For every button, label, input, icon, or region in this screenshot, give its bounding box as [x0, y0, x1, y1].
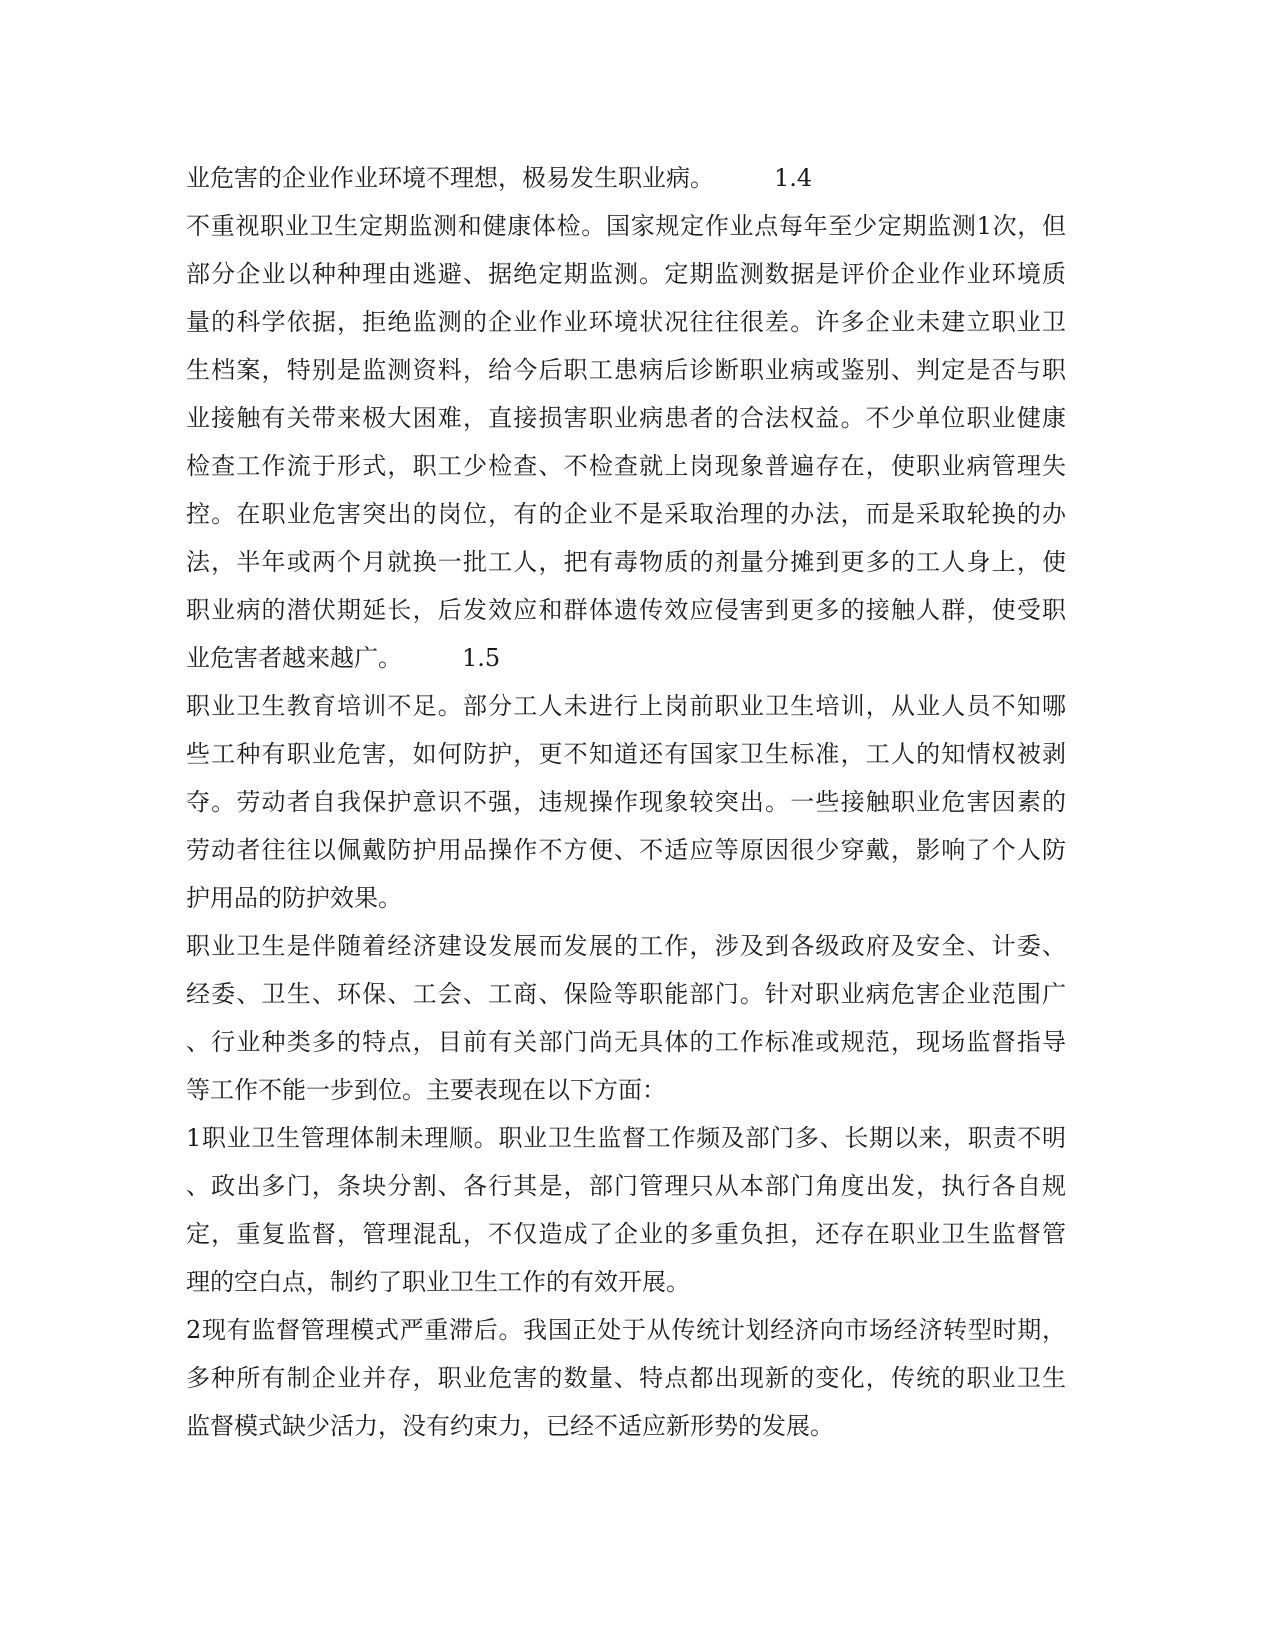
text-line: 劳动者往往以佩戴防护用品操作不方便、不适应等原因很少穿戴，影响了个人防 — [186, 836, 1066, 864]
text-line: 业危害的企业作业环境不理想，极易发生职业病。 1.4 — [186, 164, 813, 192]
text-line: 2现有监督管理模式严重滞后。我国正处于从传统计划经济向市场经济转型时期， — [186, 1316, 1066, 1344]
text-line: 部分企业以种种理由逃避、据绝定期监测。定期监测数据是评价企业作业环境质 — [186, 260, 1066, 288]
text-line: 经委、卫生、环保、工会、工商、保险等职能部门。针对职业病危害企业范围广 — [186, 980, 1066, 1008]
text-line: 、行业种类多的特点，目前有关部门尚无具体的工作标准或规范，现场监督指导 — [186, 1028, 1066, 1056]
text-line: 理的空白点，制约了职业卫生工作的有效开展。 — [186, 1268, 690, 1296]
text-line: 业危害者越来越广。 1.5 — [186, 644, 501, 672]
text-line: 多种所有制企业并存，职业危害的数量、特点都出现新的变化，传统的职业卫生 — [186, 1364, 1066, 1392]
text-line: 法，半年或两个月就换一批工人，把有毒物质的剂量分摊到更多的工人身上，使 — [186, 548, 1066, 576]
text-line: 职业病的潜伏期延长，后发效应和群体遗传效应侵害到更多的接触人群，使受职 — [186, 596, 1066, 624]
text-line: 量的科学依据，拒绝监测的企业作业环境状况往往很差。许多企业未建立职业卫 — [186, 308, 1066, 336]
text-line: 职业卫生教育培训不足。部分工人未进行上岗前职业卫生培训，从业人员不知哪 — [186, 692, 1066, 720]
text-line: 护用品的防护效果。 — [186, 884, 402, 912]
text-line: 不重视职业卫生定期监测和健康体检。国家规定作业点每年至少定期监测1次，但 — [186, 212, 1066, 240]
text-line: 等工作不能一步到位。主要表现在以下方面： — [186, 1076, 666, 1104]
text-line: 夺。劳动者自我保护意识不强，违规操作现象较突出。一些接触职业危害因素的 — [186, 788, 1066, 816]
text-line: 监督模式缺少活力，没有约束力，已经不适应新形势的发展。 — [186, 1412, 834, 1440]
text-line: 检查工作流于形式，职工少检查、不检查就上岗现象普遍存在，使职业病管理失 — [186, 452, 1066, 480]
text-line: 业接触有关带来极大困难，直接损害职业病患者的合法权益。不少单位职业健康 — [186, 404, 1066, 432]
document-body — [186, 154, 1066, 1450]
text-line: 、政出多门，条块分割、各行其是，部门管理只从本部门角度出发，执行各自规 — [186, 1172, 1066, 1200]
text-line: 控。在职业危害突出的岗位，有的企业不是采取治理的办法，而是采取轮换的办 — [186, 500, 1066, 528]
text-line: 生档案，特别是监测资料，给今后职工患病后诊断职业病或鉴别、判定是否与职 — [186, 356, 1066, 384]
text-line: 1职业卫生管理体制未理顺。职业卫生监督工作频及部门多、长期以来，职责不明 — [186, 1124, 1066, 1152]
text-line: 些工种有职业危害，如何防护，更不知道还有国家卫生标准，工人的知情权被剥 — [186, 740, 1066, 768]
text-line: 职业卫生是伴随着经济建设发展而发展的工作，涉及到各级政府及安全、计委、 — [186, 932, 1066, 960]
text-line: 定，重复监督，管理混乱，不仅造成了企业的多重负担，还存在职业卫生监督管 — [186, 1220, 1066, 1248]
